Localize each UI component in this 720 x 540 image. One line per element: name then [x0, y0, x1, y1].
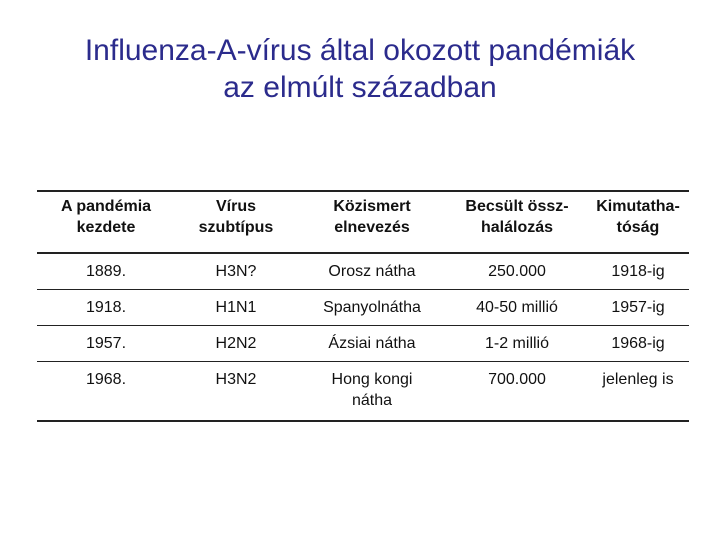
- table-cell-start: 1889.: [85, 263, 127, 280]
- table-row: [37, 254, 689, 290]
- header-start-line-1: A pandémia: [60, 198, 152, 215]
- table-cell-subtype: H2N2: [215, 335, 257, 352]
- header-cell-detectability: [587, 192, 689, 252]
- table-cell-start: 1918.: [85, 299, 127, 316]
- table-cell-detectability: 1957-ig: [611, 299, 665, 316]
- table-row: [37, 362, 689, 420]
- table-cell-subtype: H3N2: [215, 371, 257, 388]
- table-cell-deaths: 40-50 millió: [476, 299, 558, 316]
- table-cell-detectability: 1918-ig: [611, 263, 665, 280]
- header-deaths-line-2: halálozás: [480, 219, 554, 236]
- page-title-line-2: az elmúlt században: [223, 71, 497, 104]
- header-cell-start: [37, 192, 175, 252]
- table-cell-name: Spanyolnátha: [323, 299, 421, 316]
- table-cell-name-line-2: nátha: [351, 392, 393, 409]
- header-cell-deaths: [447, 192, 587, 252]
- header-start-line-2: kezdete: [76, 219, 136, 236]
- header-cell-subtype: [175, 192, 297, 252]
- table-row: [37, 290, 689, 326]
- header-deaths-line-1: Becsült össz-: [465, 198, 569, 215]
- table-cell-name: Orosz nátha: [328, 263, 416, 280]
- header-subtype-line-2: szubtípus: [198, 219, 274, 236]
- page-title-line-1: Influenza-A-vírus által okozott pandémiák: [84, 34, 636, 67]
- table-cell-deaths: 250.000: [488, 263, 546, 280]
- header-cell-name: [297, 192, 447, 252]
- table-cell-subtype: H1N1: [215, 299, 257, 316]
- table-cell-name: Ázsiai nátha: [328, 335, 416, 352]
- table-cell-deaths: 700.000: [488, 371, 546, 388]
- table-cell-detectability: jelenleg is: [602, 371, 674, 388]
- page-title: [0, 32, 720, 106]
- header-detect-line-2: tóság: [616, 219, 660, 236]
- table-header-row: [37, 192, 689, 254]
- pandemic-table: [37, 190, 689, 422]
- table-cell-start: 1968.: [85, 371, 127, 388]
- header-subtype-line-1: Vírus: [215, 198, 256, 215]
- header-detect-line-1: Kimutatha-: [596, 198, 680, 215]
- header-name-line-2: elnevezés: [334, 219, 410, 236]
- table-cell-detectability: 1968-ig: [611, 335, 665, 352]
- table-cell-name: [297, 362, 447, 420]
- table-cell-subtype: H3N?: [215, 263, 257, 280]
- table-cell-deaths: 1-2 millió: [484, 335, 549, 352]
- table-row: [37, 326, 689, 362]
- table-cell-start: 1957.: [85, 335, 127, 352]
- table-cell-name-line-1: Hong kongi: [331, 371, 413, 388]
- header-name-line-1: Közismert: [333, 198, 411, 215]
